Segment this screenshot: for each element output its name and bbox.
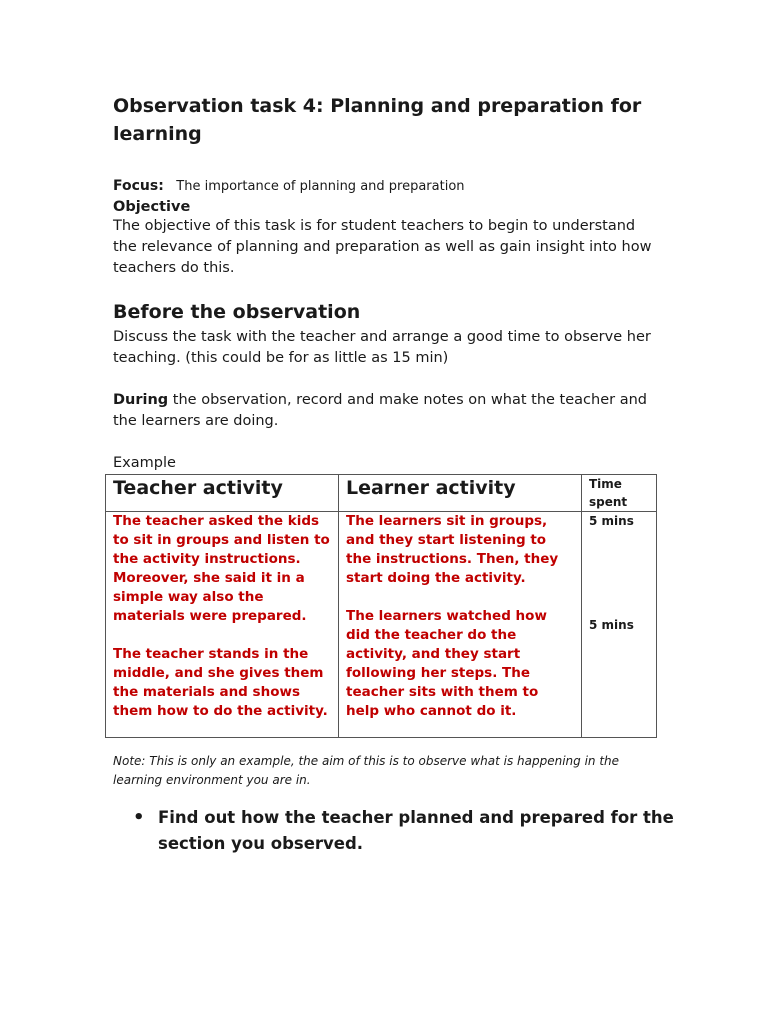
objective-text: The objective of this task is for student teachers to begin to understand the relevance of planning and preparation as well as gain insight into how teachers do this. [113, 218, 652, 276]
header-teacher-activity: Teacher activity [106, 475, 339, 512]
before-heading: Before the observation [113, 301, 361, 323]
table-row [106, 512, 657, 738]
learner-entry-1: The learners sit in groups, and they start listening to the instructions. Then, they start doing the activity. [346, 513, 559, 586]
note-text: Note: This is only an example, the aim of this is to observe what is happening in the learning environment you are in. [113, 754, 620, 787]
teacher-activity-cell [106, 512, 339, 738]
header-time-spent: Time spent [582, 475, 657, 512]
time-entry-2: 5 mins [589, 618, 634, 632]
during-bold: During [113, 392, 169, 408]
bullet-item [133, 805, 678, 857]
focus-text: The importance of planning and preparation [176, 179, 465, 194]
focus-line [113, 176, 465, 197]
page-title: Observation task 4: Planning and preparation for learning [113, 95, 642, 145]
learner-activity-cell [339, 512, 582, 738]
bullet-text: Find out how the teacher planned and prepared for the section you observed. [158, 808, 674, 853]
time-spent-cell [582, 512, 657, 738]
focus-label: Focus: [113, 178, 164, 194]
bullet-icon: • [133, 807, 145, 828]
during-text: the observation, record and make notes on what the teacher and the learners are doing. [113, 392, 647, 429]
header-learner-activity: Learner activity [339, 475, 582, 512]
during-paragraph [113, 390, 658, 432]
example-label: Example [113, 455, 176, 471]
teacher-entry-2: The teacher stands in the middle, and she gives them the materials and shows them how to do the activity. [113, 646, 328, 719]
observation-table [105, 474, 657, 738]
before-text: Discuss the task with the teacher and arrange a good time to observe her teaching. (this could be for as little as 15 min) [113, 329, 651, 366]
teacher-entry-1: The teacher asked the kids to sit in groups and listen to the activity instructions. Moreover, she said it in a simple way also the materials were prepared. [113, 513, 330, 624]
table-header-row [106, 475, 657, 512]
learner-entry-2: The learners watched how did the teacher do the activity, and they start following her steps. The teacher sits with them to help who cannot do it. [346, 608, 547, 719]
objective-heading: Objective [113, 199, 191, 215]
time-entry-1: 5 mins [589, 514, 634, 528]
